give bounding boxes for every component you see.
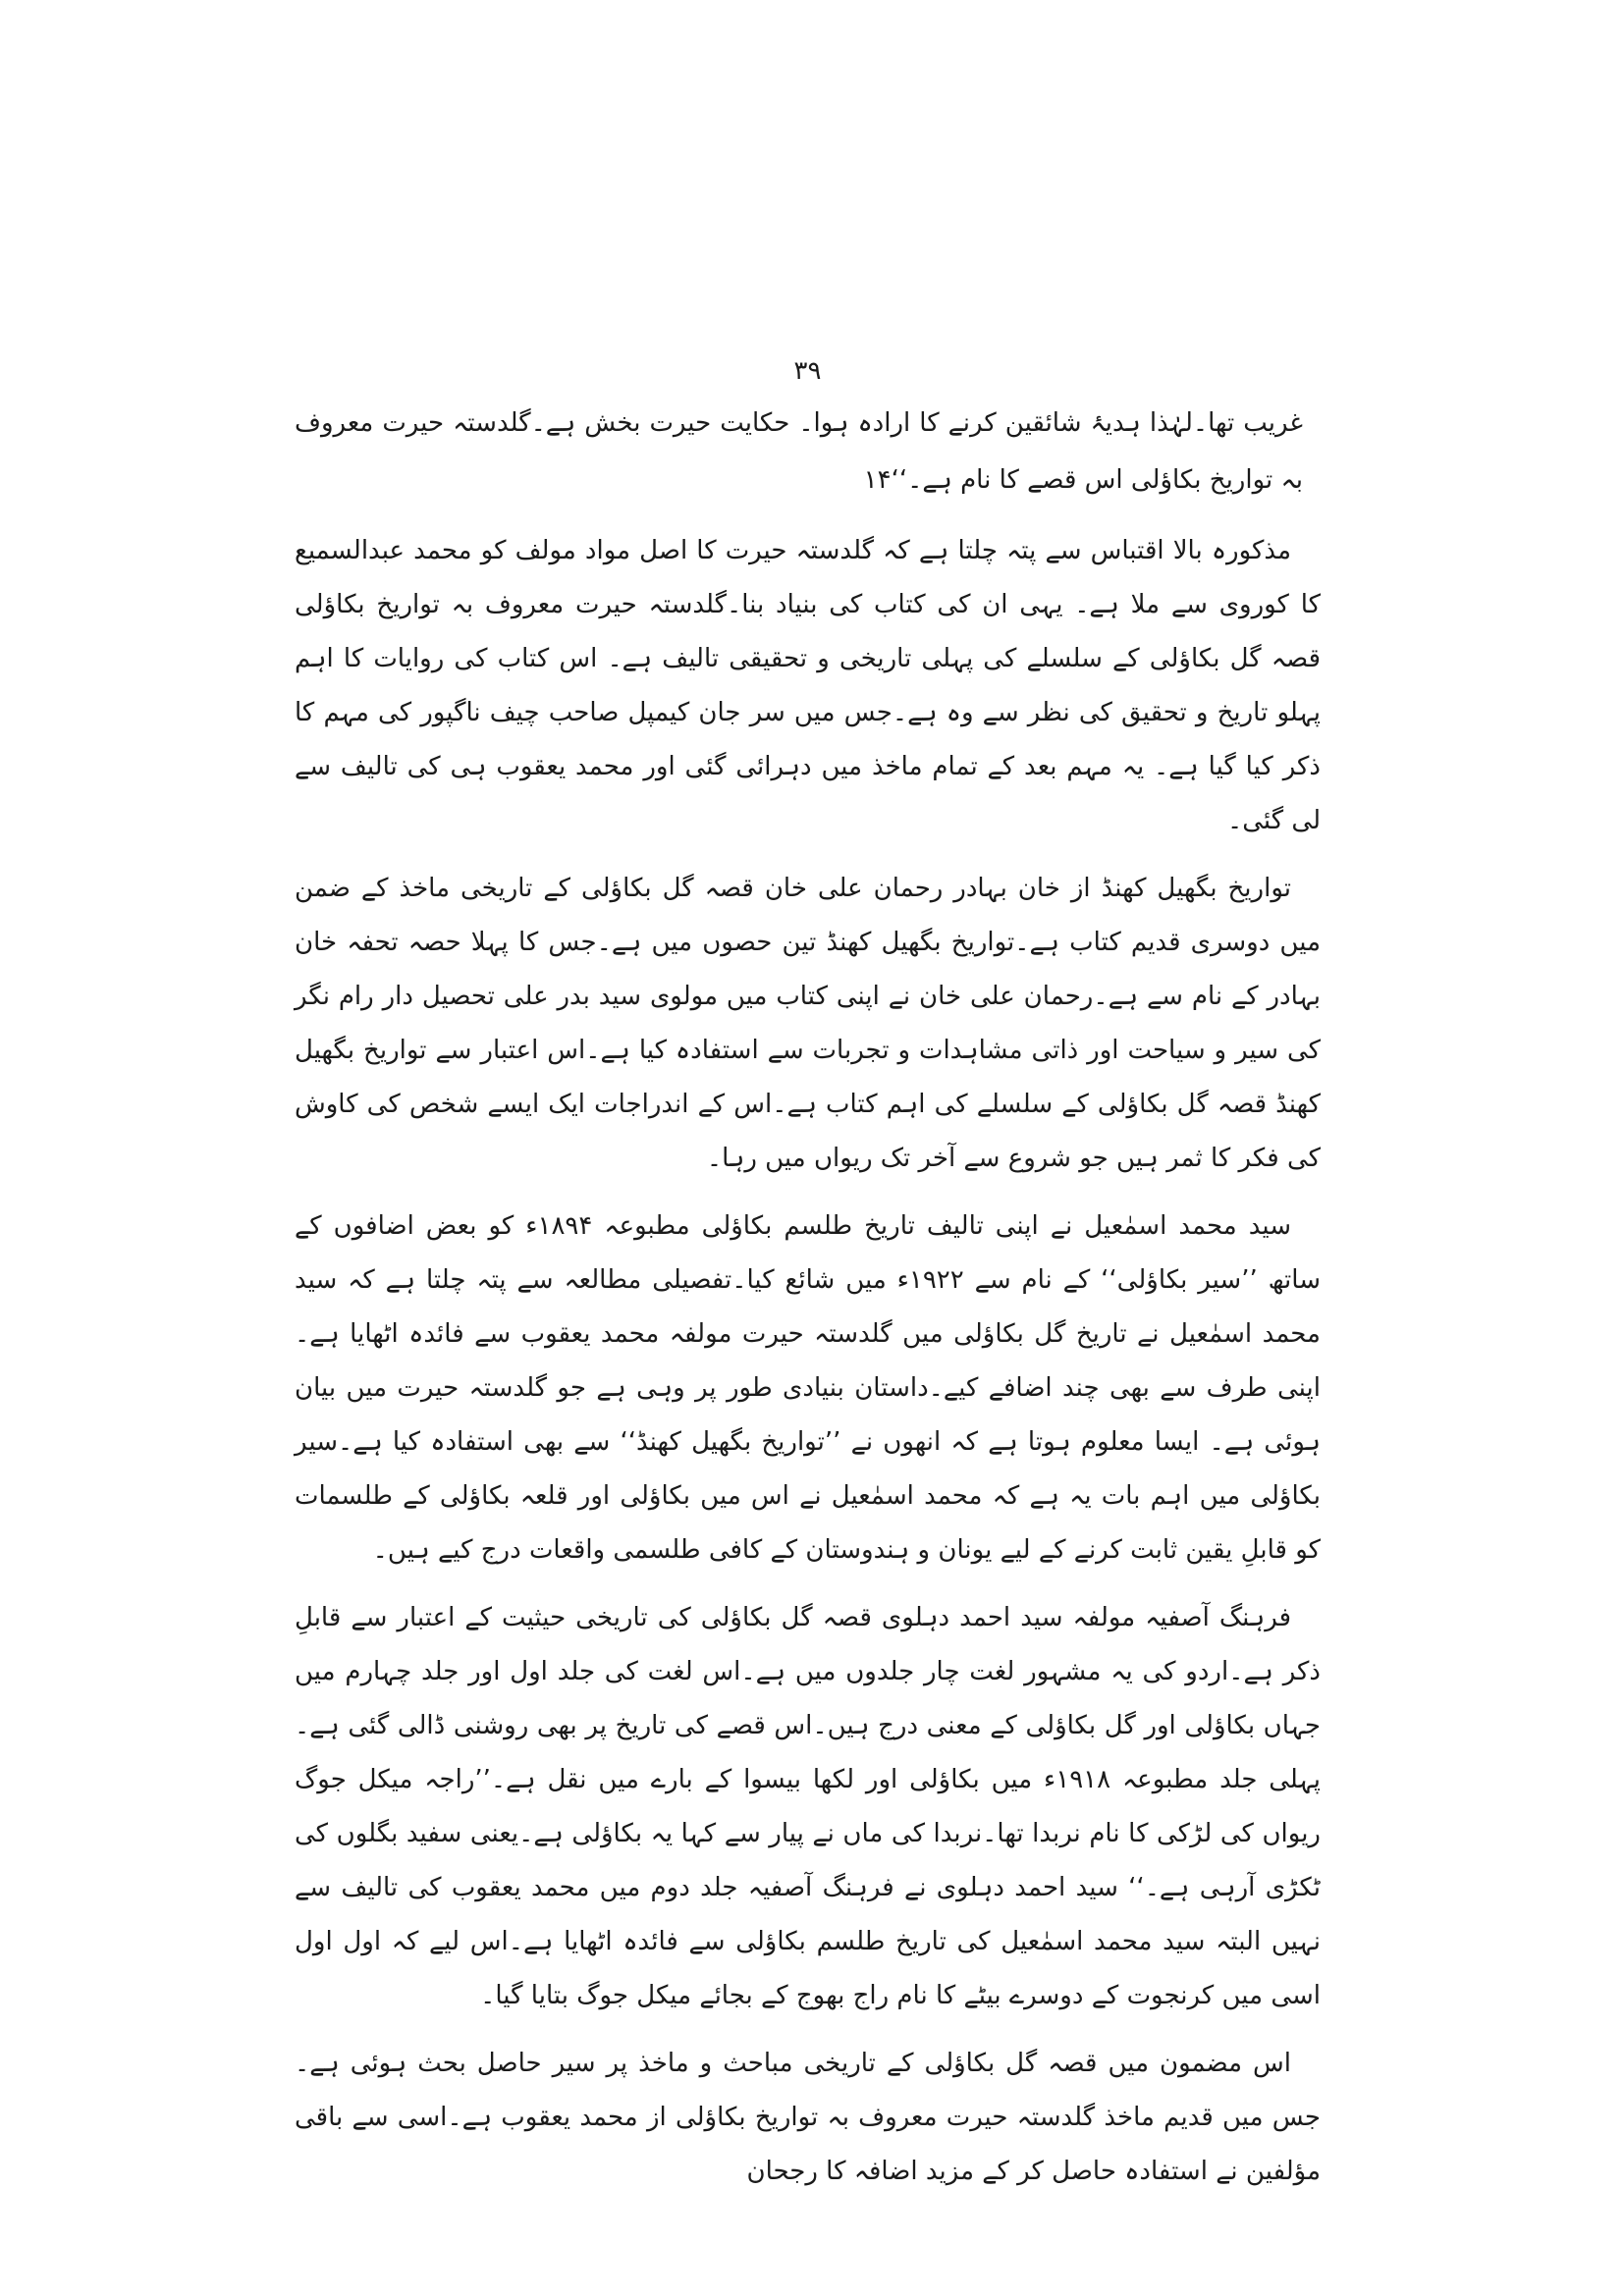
paragraph-5: اس مضمون میں قصہ گل بکاؤلی کے تاریخی مباحث و ماخذ پر سیر حاصل بحث ہوئی ہے۔جس میں قدیم ماخذ گلدستہ حیرت معروف بہ تواریخ بکاؤلی از محمد یعقوب ہے۔اسی سے باقی مؤلفین نے استفادہ حاصل کر کے مزید اضافہ کا رجحان: [295, 2049, 1321, 2186]
document-page: [295, 353, 1321, 2199]
paragraph-3: سید محمد اسمٰعیل نے اپنی تالیف تاریخ طلسم بکاؤلی مطبوعہ ۱۸۹۴ء کو بعض اضافوں کے ساتھ ’’سیر بکاؤلی‘‘ کے نام سے ۱۹۲۲ء میں شائع کیا۔تفصیلی مطالعہ سے پتہ چلتا ہے کہ سید محمد اسمٰعیل نے تاریخ گل بکاؤلی میں گلدستہ حیرت مولفہ محمد یعقوب سے فائدہ اٹھایا ہے۔اپنی طرف سے بھی چند اضافے کیے۔داستان بنیادی طور پر وہی ہے جو گلدستہ حیرت میں بیان ہوئی ہے۔ ایسا معلوم ہوتا ہے کہ انھوں نے ’’تواریخ بگھیل کھنڈ‘‘ سے بھی استفادہ کیا ہے۔سیر بکاؤلی میں اہم بات یہ ہے کہ محمد اسمٰعیل نے اس میں بکاؤلی اور قلعہ بکاؤلی کے طلسمات کو قابلِ یقین ثابت کرنے کے لیے یونان و ہندوستان کے کافی طلسمی واقعات درج کیے ہیں۔: [295, 1211, 1321, 1565]
quote-block: غریب تھا۔لہٰذا ہدیۂ شائقین کرنے کا ارادہ ہوا۔ حکایت حیرت بخش ہے۔گلدستہ حیرت معروف بہ تواریخ بکاؤلی اس قصے کا نام ہے۔‘‘۱۴: [295, 408, 1303, 495]
page-number: ۳۹: [793, 356, 822, 386]
paragraph-1: مذکورہ بالا اقتباس سے پتہ چلتا ہے کہ گلدستہ حیرت کا اصل مواد مولف کو محمد عبدالسمیع کا کوروی سے ملا ہے۔ یہی ان کی کتاب کی بنیاد بنا۔گلدستہ حیرت معروف بہ تواریخ بکاؤلی قصہ گل بکاؤلی کے سلسلے کی پہلی تاریخی و تحقیقی تالیف ہے۔ اس کتاب کی روایات کا اہم پہلو تاریخ و تحقیق کی نظر سے وہ ہے۔جس میں سر جان کیمپل صاحب چیف ناگپور کی مہم کا ذکر کیا گیا ہے۔ یہ مہم بعد کے تمام ماخذ میں دہرائی گئی اور محمد یعقوب ہی کی تالیف سے لی گئی۔: [295, 536, 1321, 835]
paragraph-2: تواریخ بگھیل کھنڈ از خان بہادر رحمان علی خان قصہ گل بکاؤلی کے تاریخی ماخذ کے ضمن میں دوسری قدیم کتاب ہے۔تواریخ بگھیل کھنڈ تین حصوں میں ہے۔جس کا پہلا حصہ تحفہ خان بہادر کے نام سے ہے۔رحمان علی خان نے اپنی کتاب میں مولوی سید بدر علی تحصیل دار رام نگر کی سیر و سیاحت اور ذاتی مشاہدات و تجربات سے استفادہ کیا ہے۔اس اعتبار سے تواریخ بگھیل کھنڈ قصہ گل بکاؤلی کے سلسلے کی اہم کتاب ہے۔اس کے اندراجات ایک ایسے شخص کی کاوش کی فکر کا ثمر ہیں جو شروع سے آخر تک ریواں میں رہا۔: [295, 874, 1321, 1173]
paragraph-4: فرہنگ آصفیہ مولفہ سید احمد دہلوی قصہ گل بکاؤلی کی تاریخی حیثیت کے اعتبار سے قابلِ ذکر ہے۔اردو کی یہ مشہور لغت چار جلدوں میں ہے۔اس لغت کی جلد اول اور جلد چہارم میں جہاں بکاؤلی اور گل بکاؤلی کے معنی درج ہیں۔اس قصے کی تاریخ پر بھی روشنی ڈالی گئی ہے۔ پہلی جلد مطبوعہ ۱۹۱۸ء میں بکاؤلی اور لکھا بیسوا کے بارے میں نقل ہے۔’’راجہ میکل جوگ ریواں کی لڑکی کا نام نربدا تھا۔نربدا کی ماں نے پیار سے کہا یہ بکاؤلی ہے۔یعنی سفید بگلوں کی ٹکڑی آرہی ہے۔‘‘ سید احمد دہلوی نے فرہنگ آصفیہ جلد دوم میں محمد یعقوب کی تالیف سے نہیں البتہ سید محمد اسمٰعیل کی تاریخ طلسم بکاؤلی سے فائدہ اٹھایا ہے۔اس لیے کہ اول اول اسی میں کرنجوت کے دوسرے بیٹے کا نام راج بھوج کے بجائے میکل جوگ بتایا گیا۔: [295, 1603, 1322, 2010]
